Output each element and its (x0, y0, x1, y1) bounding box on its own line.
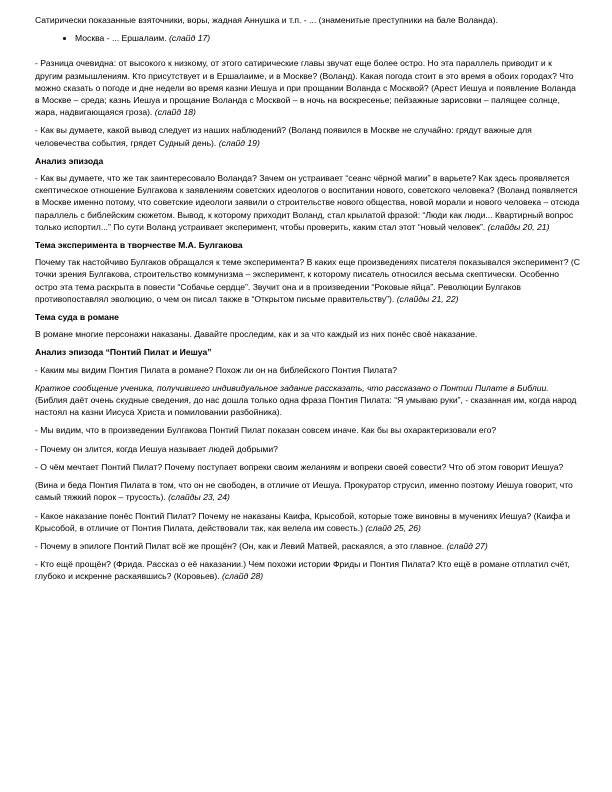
paragraph-question-anger (35, 443, 580, 455)
paragraph-pilate-guilt (35, 479, 580, 503)
paragraph-text: - Какое наказание понёс Понтий Пилат? Почему не наказаны Каифа, Крысобой, которые тоже виновны в мучениях Иешуа? (Каифа и Крысобой, в отличие от Понтия Пилата, действовали так, как велела им совесть.) (35, 510, 571, 533)
slide-ref: (слайды 20, 21) (487, 221, 550, 232)
paragraph-text: - О чём мечтает Понтий Пилат? Почему поступает вопреки своим желаниям и вопреки своей совести? Что об этом говорит Иешуа? (35, 461, 564, 472)
slide-ref: (слайд 18) (154, 107, 196, 118)
paragraph-epilogue (35, 540, 580, 552)
bullet-text: Москва - ... Ершалаим. (75, 33, 167, 44)
paragraph-text: Почему так настойчиво Булгаков обращался к теме эксперимента? В каких еще произведениях писателя показывался эксперимент? (С точки зрения Булгакова, строительство коммунизма – эксперимент, к которому писатель относился весьма скептически. Особенно остро эта тема раскрыта в повести “Собачье сердце”. Звучит она и в произведении “Роковые яйца”. Революции Булгаков противопоставлял эволюцию, о чем он писал также в “Открытом письме правительству”). (35, 257, 580, 304)
section-heading-episode-analysis: Анализ эпизода (35, 155, 104, 166)
paragraph-question-character (35, 424, 580, 436)
paragraph-text: - Как вы думаете, какой вывод следует из наших наблюдений? (Воланд появился в Москве не случайно: грядут важные для человечества события, грядет Судный день). (35, 125, 532, 148)
paragraph-conclusion (35, 124, 580, 148)
paragraph-punishment (35, 328, 580, 340)
paragraph-text: - Каким мы видим Понтия Пилата в романе? Похож ли он на библейского Понтия Пилата? (35, 364, 398, 375)
paragraph-student-report (35, 382, 580, 419)
slide-ref: (слайды 23, 24) (168, 492, 230, 503)
slide-ref: (слайд 19) (218, 137, 260, 148)
paragraph-woland-interest (35, 172, 580, 233)
paragraph-question-dream (35, 461, 580, 473)
bullet-item (75, 32, 580, 44)
slide-ref: (слайд 17) (169, 33, 211, 44)
section-heading-judgement: Тема суда в романе (35, 312, 119, 323)
bullet-list (35, 32, 580, 44)
intro-paragraph (35, 14, 580, 26)
paragraph-text: - Разница очевидна: от высокого к низкому, от этого сатирические главы звучат еще более остро. Но эта параллель приводит и к другим размышлениям. Кто присутствует и в Ершалаиме, и в Москве? (Воланд). Какая погода стоит в это время в обоих городах? Что можно сказать о погоде и дне недели во время казни Иешуа и при прощании Воланда с Москвой? (Арест Иешуа и появление Воланда в Москве – среда; казнь Иешуа и прощание Воланда с Москвой – в ночь на воскресенье; пейзажные зарисовки – палящее солнце, жара, надвигающаяся гроза). (35, 58, 576, 118)
section-heading-experiment: Тема эксперимента в творчестве М.А. Булгакова (35, 240, 243, 251)
paragraph-text: - Мы видим, что в произведении Булгакова Понтий Пилат показан совсем иначе. Как бы вы охарактеризовали его? (35, 425, 497, 436)
paragraph-text: (Библия даёт очень скудные сведения, до нас дошла только одна фраза Понтия Пилата: “Я умываю руки”, - сказанная им, когда народ настоял на казни Иисуса Христа и помиловании разбойника). (35, 395, 577, 418)
paragraph-question-pilate (35, 364, 580, 376)
paragraph-experiment (35, 256, 580, 305)
paragraph-text: - Как вы думаете, что же так заинтересовало Воланда? Зачем он устраивает “сеанс чёрной магии” в варьете? Как здесь проявляется скептическое отношение Булгакова к заявлениям советских идеологов о воспитании нового, советского человека? (Воланд появляется в Москве именно потому, что советские идеологи заявили о строительстве нового общества, новой морали и нового человека – отсюда параллель с библейским сюжетом. Вывод, к которому приходит Воланд, стал крылатой фразой: “Люди как люди... Квартирный вопрос только испортил...” По сути Воланд устраивает эксперимент, чтобы проверить, каким стал этот “новый человек”. (35, 173, 580, 232)
paragraph-punishment-question (35, 510, 580, 534)
intro-text: Сатирически показанные взяточники, воры, жадная Аннушка и т.п. - ... (знаменитые преступники на бале Воланда). (35, 15, 498, 25)
page-content (35, 14, 580, 589)
paragraph-text: - Кто ещё прощён? (Фрида. Рассказ о её наказании.) Чем похожи истории Фриды и Понтия Пилата? Кто ещё в романе отплатил счёт, глубоко и искренне раскаявшись? (Коровьев). (35, 559, 570, 582)
paragraph-text: - Почему он злится, когда Иешуа называет людей добрыми? (35, 443, 278, 454)
slide-ref: (слайд 27) (446, 540, 488, 551)
paragraph-text: В романе многие персонажи наказаны. Давайте проследим, как и за что каждый из них понёс своё наказание. (35, 329, 478, 340)
paragraph-comparison (35, 57, 580, 118)
slide-ref: (слайд 28) (222, 571, 264, 582)
student-task-note: Краткое сообщение ученика, получившего индивидуальное задание рассказать, что рассказано о Понтии Пилате в Библии. (35, 382, 549, 393)
paragraph-forgiven (35, 558, 580, 582)
paragraph-text: - Почему в эпилоге Понтий Пилат всё же прощён? (Он, как и Левий Матвей, раскаялся, а это главное. (35, 540, 445, 551)
slide-ref: (слайды 21, 22) (396, 293, 459, 304)
paragraph-text: (Вина и беда Понтия Пилата в том, что он не свободен, в отличие от Иешуа. Прокуратор струсил, именно поэтому Иешуа говорит, что самый тяжкий порок – трусость). (35, 480, 573, 503)
slide-ref: (слайд 25, 26) (365, 522, 421, 533)
section-heading-pilate-yeshua: Анализ эпизода “Понтий Пилат и Иешуа” (35, 347, 212, 358)
